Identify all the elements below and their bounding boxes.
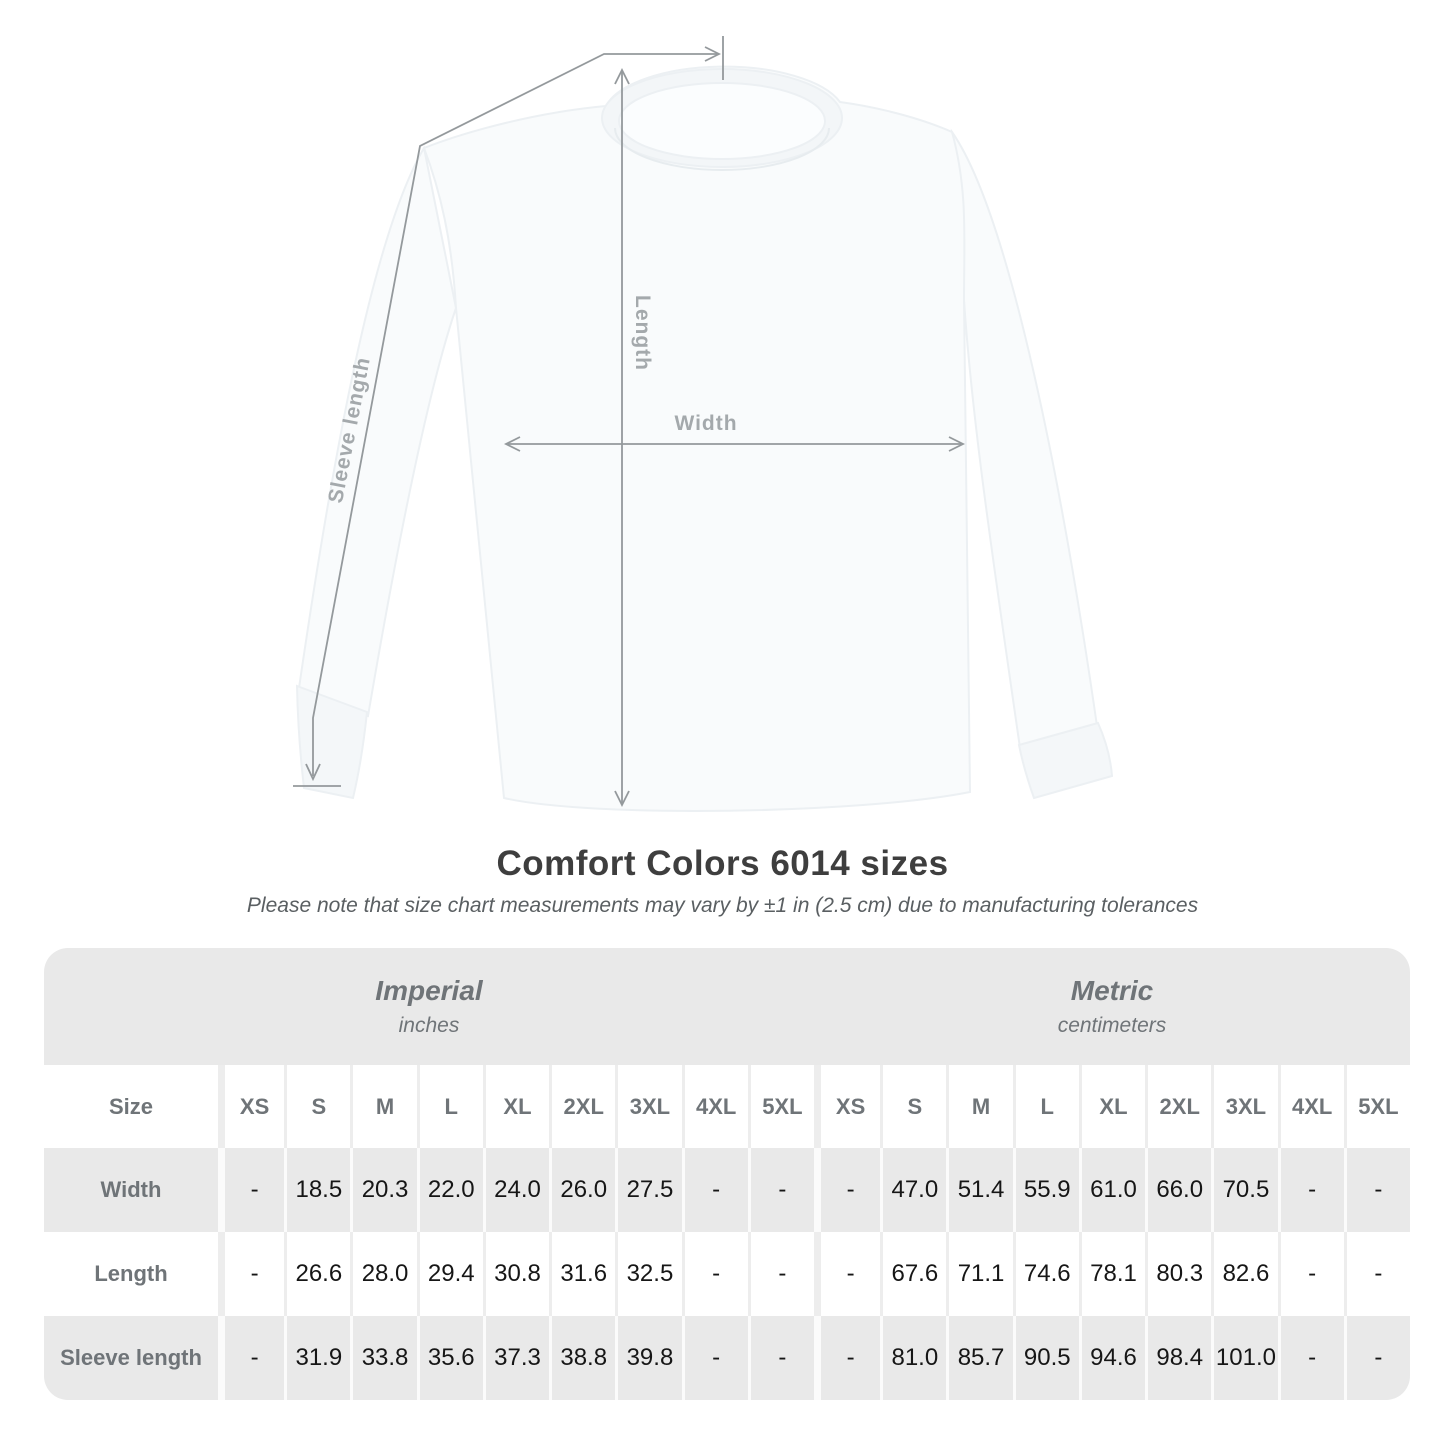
page-title: Comfort Colors 6014 sizes	[496, 844, 949, 883]
metric-section-unit: centimeters	[1057, 1014, 1167, 1037]
imperial-section-header	[44, 948, 814, 1065]
size-header-cell: 4XL	[1278, 1065, 1344, 1148]
measure-value-cell: 98.4	[1145, 1316, 1211, 1400]
measure-value-cell: 85.7	[946, 1316, 1012, 1400]
measure-label-cell: Width	[44, 1148, 218, 1232]
measure-value-cell: 81.0	[880, 1316, 946, 1400]
measure-value-cell: -	[748, 1232, 814, 1316]
size-header-cell: L	[417, 1065, 483, 1148]
measure-value-cell: 80.3	[1145, 1232, 1211, 1316]
size-table	[44, 948, 1410, 1400]
size-header-cell: 3XL	[1211, 1065, 1277, 1148]
measure-value-cell: 78.1	[1079, 1232, 1145, 1316]
shirt-left-sleeve	[299, 148, 456, 716]
shirt-collar-opening	[619, 83, 825, 159]
measure-value-cell: -	[814, 1316, 880, 1400]
measure-value-cell: 82.6	[1211, 1232, 1277, 1316]
size-header-cell: XS	[218, 1065, 284, 1148]
measure-value-cell: -	[218, 1232, 284, 1316]
measure-value-cell: 70.5	[1211, 1148, 1277, 1232]
measure-value-cell: 55.9	[1013, 1148, 1079, 1232]
size-header-cell: S	[880, 1065, 946, 1148]
measure-value-cell: 90.5	[1013, 1316, 1079, 1400]
measure-value-cell: 71.1	[946, 1232, 1012, 1316]
size-header-cell: XS	[814, 1065, 880, 1148]
size-header-cell: 2XL	[1145, 1065, 1211, 1148]
measure-value-cell: 33.8	[350, 1316, 416, 1400]
measure-value-cell: -	[218, 1316, 284, 1400]
measure-value-cell: 39.8	[615, 1316, 681, 1400]
measure-value-cell: 94.6	[1079, 1316, 1145, 1400]
measure-label-cell: Sleeve length	[44, 1316, 218, 1400]
measure-value-cell: 67.6	[880, 1232, 946, 1316]
measure-value-cell: 61.0	[1079, 1148, 1145, 1232]
measure-value-cell: -	[748, 1316, 814, 1400]
imperial-section-label: Imperial	[375, 975, 483, 1006]
measure-value-cell: -	[748, 1148, 814, 1232]
size-header-cell: 5XL	[748, 1065, 814, 1148]
measure-value-cell: -	[682, 1316, 748, 1400]
measure-value-cell: -	[1344, 1232, 1410, 1316]
measure-value-cell: 27.5	[615, 1148, 681, 1232]
measure-value-cell: 31.9	[284, 1316, 350, 1400]
measure-value-cell: 31.6	[549, 1232, 615, 1316]
measure-value-cell: 30.8	[483, 1232, 549, 1316]
shirt-measurement-diagram	[260, 25, 1190, 840]
measure-value-cell: 101.0	[1211, 1316, 1277, 1400]
measure-value-cell: 74.6	[1013, 1232, 1079, 1316]
measure-value-cell: 35.6	[417, 1316, 483, 1400]
size-header-cell: L	[1013, 1065, 1079, 1148]
measure-value-cell: 51.4	[946, 1148, 1012, 1232]
measure-label-cell: Length	[44, 1232, 218, 1316]
shirt-illustration	[297, 67, 1112, 811]
measure-value-cell: -	[218, 1148, 284, 1232]
measure-value-cell: 38.8	[549, 1316, 615, 1400]
measure-value-cell: 22.0	[417, 1148, 483, 1232]
measure-value-cell: 47.0	[880, 1148, 946, 1232]
size-header-cell: XL	[483, 1065, 549, 1148]
measure-value-cell: 28.0	[350, 1232, 416, 1316]
measure-value-cell: -	[1278, 1232, 1344, 1316]
measure-value-cell: 24.0	[483, 1148, 549, 1232]
measure-value-cell: -	[814, 1148, 880, 1232]
measure-value-cell: 66.0	[1145, 1148, 1211, 1232]
sleeve-length-label: Sleeve length	[324, 354, 375, 505]
measure-value-cell: 26.6	[284, 1232, 350, 1316]
measure-value-cell: -	[682, 1232, 748, 1316]
measure-value-cell: -	[1278, 1316, 1344, 1400]
size-header-cell: XL	[1079, 1065, 1145, 1148]
length-label: Length	[631, 295, 654, 371]
size-header-cell: 2XL	[549, 1065, 615, 1148]
size-header-cell: 3XL	[615, 1065, 681, 1148]
metric-section-label: Metric	[1070, 975, 1154, 1006]
metric-section-header	[814, 948, 1410, 1065]
size-header-cell: 4XL	[682, 1065, 748, 1148]
measure-value-cell: 26.0	[549, 1148, 615, 1232]
measure-value-cell: 20.3	[350, 1148, 416, 1232]
size-header-cell: M	[350, 1065, 416, 1148]
measure-value-cell: 32.5	[615, 1232, 681, 1316]
measure-value-cell: -	[682, 1148, 748, 1232]
measure-value-cell: 18.5	[284, 1148, 350, 1232]
measure-value-cell: 29.4	[417, 1232, 483, 1316]
measure-value-cell: 37.3	[483, 1316, 549, 1400]
width-label: Width	[674, 412, 738, 435]
measure-value-cell: -	[1344, 1148, 1410, 1232]
size-corner-cell: Size	[44, 1065, 218, 1148]
shirt-right-sleeve	[952, 132, 1097, 748]
measure-value-cell: -	[1278, 1148, 1344, 1232]
size-header-cell: S	[284, 1065, 350, 1148]
imperial-section-unit: inches	[398, 1014, 460, 1037]
tolerance-note: Please note that size chart measurements may vary by ±1 in (2.5 cm) due to manufacturing tolerances	[246, 894, 1199, 917]
shirt-body	[424, 67, 970, 811]
measure-value-cell: -	[1344, 1316, 1410, 1400]
size-header-cell: 5XL	[1344, 1065, 1410, 1148]
measure-value-cell: -	[814, 1232, 880, 1316]
size-header-cell: M	[946, 1065, 1012, 1148]
